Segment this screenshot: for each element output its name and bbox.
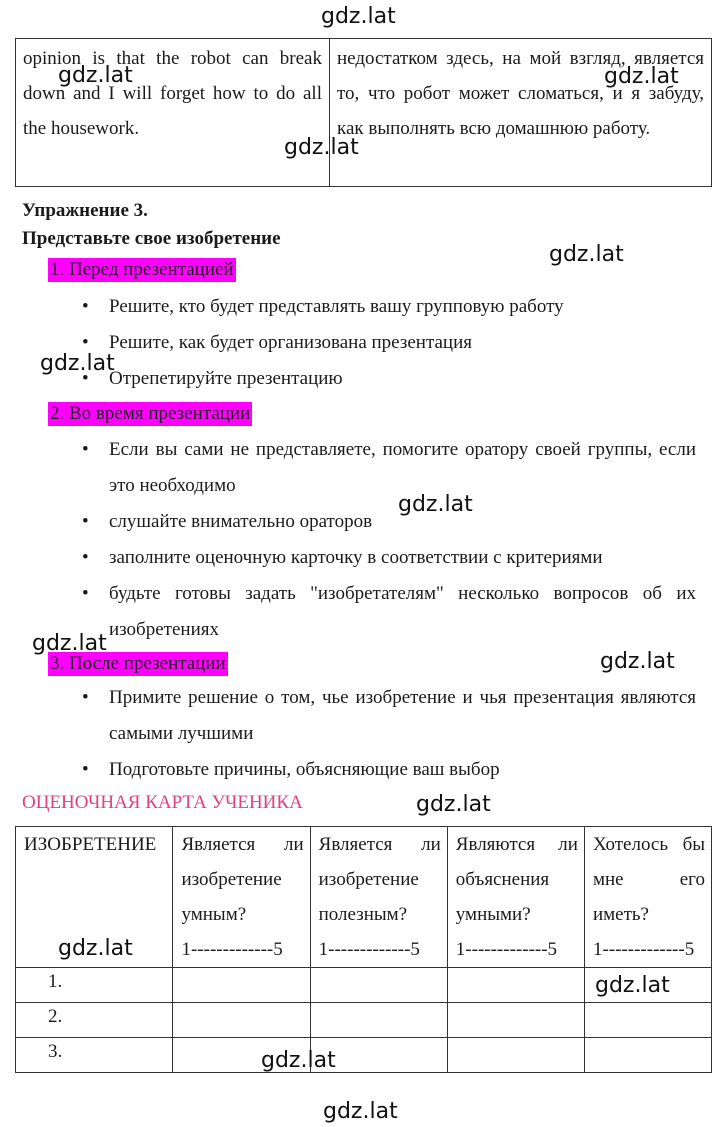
- row-number: 2.: [16, 1003, 173, 1038]
- watermark: gdz.lat: [595, 973, 670, 998]
- watermark: gdz.lat: [32, 631, 107, 656]
- rating-cell[interactable]: [584, 1003, 711, 1038]
- rating-scale: 1-------------5: [318, 939, 420, 960]
- watermark: gdz.lat: [58, 63, 133, 88]
- section-heading-during: 2. Во время презентации: [50, 403, 251, 424]
- header-label: Хотелось бы мне его иметь?: [592, 834, 705, 925]
- row-number: 3.: [16, 1038, 173, 1073]
- rating-cell[interactable]: [310, 968, 447, 1003]
- list-item: • слушайте внимательно ораторов: [82, 504, 696, 540]
- rating-cell[interactable]: [447, 1038, 584, 1073]
- rating-cell[interactable]: [584, 1038, 711, 1073]
- watermark: gdz.lat: [549, 242, 624, 267]
- section-heading-before: 1. Перед презентацией: [50, 259, 234, 280]
- list-item: • Решите, кто будет представлять вашу групповую работу: [82, 289, 696, 325]
- watermark: gdz.lat: [58, 936, 133, 961]
- list-item: • Подготовьте причины, объясняющие ваш выбор: [82, 752, 696, 788]
- rating-scale: 1-------------5: [592, 939, 695, 960]
- bullet-list-after: [82, 680, 696, 788]
- header-useful: [310, 827, 447, 968]
- watermark: gdz.lat: [416, 792, 491, 817]
- rating-cell[interactable]: [310, 1003, 447, 1038]
- watermark: gdz.lat: [398, 492, 473, 517]
- list-item: • заполните оценочную карточку в соответствии с критериями: [82, 540, 696, 576]
- header-explanations: [447, 827, 584, 968]
- rating-scale: 1-------------5: [455, 939, 558, 960]
- card-title: ОЦЕНОЧНАЯ КАРТА УЧЕНИКА: [22, 792, 303, 813]
- section-heading-after: 3. После презентации: [50, 653, 226, 674]
- rating-cell[interactable]: [447, 968, 584, 1003]
- rating-scale: 1-------------5: [181, 939, 283, 960]
- rating-cell[interactable]: [173, 968, 310, 1003]
- exercise-title: Упражнение 3.: [22, 200, 148, 221]
- bullet-list-before: [82, 289, 696, 397]
- bullet-list-during: [82, 432, 696, 648]
- list-item: • Решите, как будет организована презентация: [82, 325, 696, 361]
- rating-cell[interactable]: [447, 1003, 584, 1038]
- list-item: • будьте готовы задать "изобретателям" несколько вопросов об их изобретениях: [82, 576, 696, 648]
- watermark: gdz.lat: [604, 64, 679, 89]
- watermark: gdz.lat: [40, 351, 115, 376]
- translation-table: [15, 38, 712, 187]
- list-item: • Отрепетируйте презентацию: [82, 361, 696, 397]
- table-row: [16, 1003, 712, 1038]
- watermark: gdz.lat: [323, 1099, 398, 1124]
- table-row: [16, 39, 712, 187]
- header-want: [584, 827, 711, 968]
- exercise-subtitle: Представьте свое изобретение: [22, 228, 281, 249]
- header-smart: [173, 827, 310, 968]
- header-label: Является ли изобретение полезным?: [318, 834, 441, 925]
- header-label: Является ли изобретение умным?: [181, 834, 304, 925]
- rating-cell[interactable]: [173, 1003, 310, 1038]
- russian-text-cell: недостатком здесь, на мой взгляд, является то, что робот может сломаться, и я забуду, как выполнять всю домашнюю работу.: [330, 39, 712, 187]
- watermark: gdz.lat: [261, 1048, 336, 1073]
- row-number: 1.: [16, 968, 173, 1003]
- header-invention: ИЗОБРЕТЕНИЕ: [16, 827, 173, 968]
- watermark: gdz.lat: [600, 649, 675, 674]
- watermark: gdz.lat: [284, 135, 359, 160]
- english-text-cell: opinion is that the robot can break down and I will forget how to do all the housework.: [16, 39, 330, 187]
- header-label: Являются ли объяснения умными?: [455, 834, 578, 925]
- list-item: • Если вы сами не представляете, помогите оратору своей группы, если это необходимо: [82, 432, 696, 504]
- table-row: [16, 1038, 712, 1073]
- list-item: • Примите решение о том, чье изобретение и чья презентация являются самыми лучшими: [82, 680, 696, 752]
- watermark: gdz.lat: [321, 4, 396, 29]
